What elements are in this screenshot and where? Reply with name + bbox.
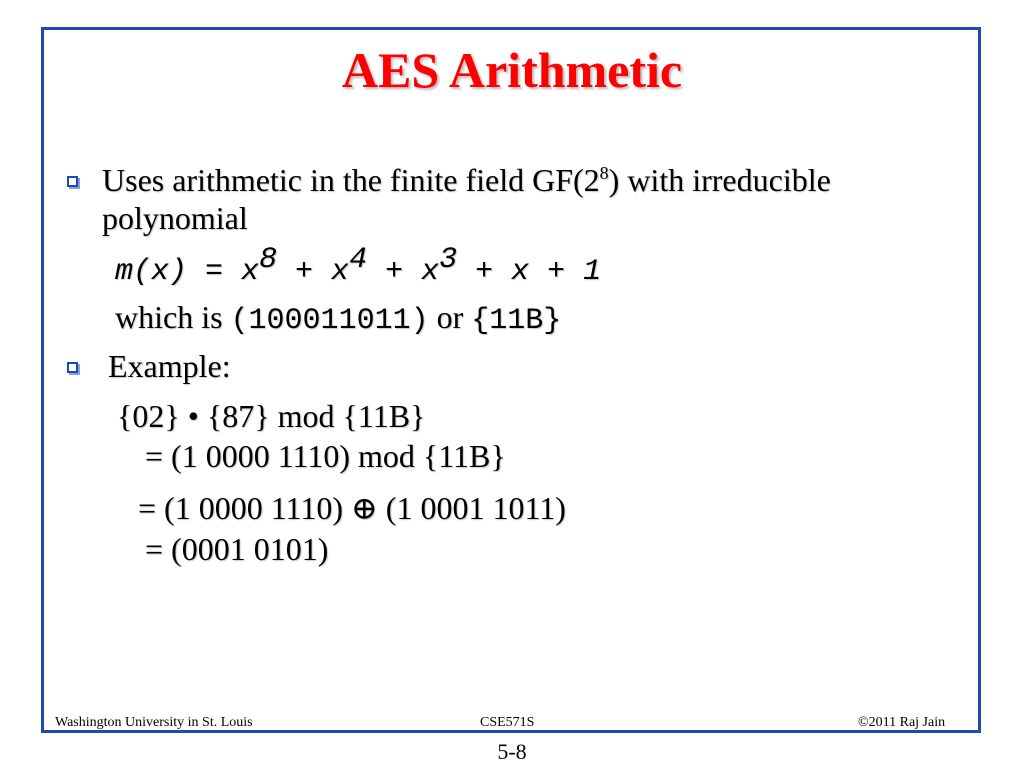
bullet-1-text-end: ) with irreducible <box>608 162 831 198</box>
bullet-2-box-icon <box>67 362 78 373</box>
footer-right: ©2011 Raj Jain <box>858 715 946 730</box>
polynomial-exp-1: 8 <box>259 243 278 277</box>
xor-symbol: ⊕ <box>350 490 378 526</box>
example-line-3-right: (1 0001 1011) <box>377 490 566 526</box>
example-line-3 <box>138 489 566 527</box>
slide-title: AES Arithmetic <box>341 42 683 98</box>
hex-value: {11B} <box>471 304 562 338</box>
bullet-1-box-icon <box>67 176 78 187</box>
polynomial-exp-2: 4 <box>349 243 368 277</box>
example-line-1: {02} • {87} mod {11B} <box>117 398 426 434</box>
bullet-2-label: Example: <box>108 348 231 384</box>
example-line-2: = (1 0000 1110) mod {11B} <box>145 438 506 474</box>
which-is-prefix: which is <box>115 299 231 335</box>
polynomial-line <box>115 243 602 291</box>
bullet-1-text: Uses arithmetic in the finite field GF(2 <box>102 162 600 198</box>
footer-left: Washington University in St. Louis <box>55 715 253 730</box>
polynomial-term-2: + x <box>277 255 350 289</box>
polynomial-lhs: m(x) = x <box>115 255 260 289</box>
polynomial-term-3: + x <box>367 255 440 289</box>
example-line-4: = (0001 0101) <box>145 531 329 567</box>
footer-center: CSE571S <box>480 715 535 730</box>
bullet-1-line-1 <box>102 161 831 199</box>
page-number: 5-8 <box>497 739 527 764</box>
binary-value: (100011011) <box>230 304 429 338</box>
bullet-1-line-2: polynomial <box>102 200 248 236</box>
bullet-1-superscript: 8 <box>599 163 609 183</box>
example-line-3-left: = (1 0000 1110) <box>138 490 351 526</box>
polynomial-exp-3: 3 <box>439 243 458 277</box>
polynomial-term-4: + x + 1 <box>457 255 602 289</box>
which-is-line <box>115 298 561 340</box>
or-text: or <box>428 299 472 335</box>
